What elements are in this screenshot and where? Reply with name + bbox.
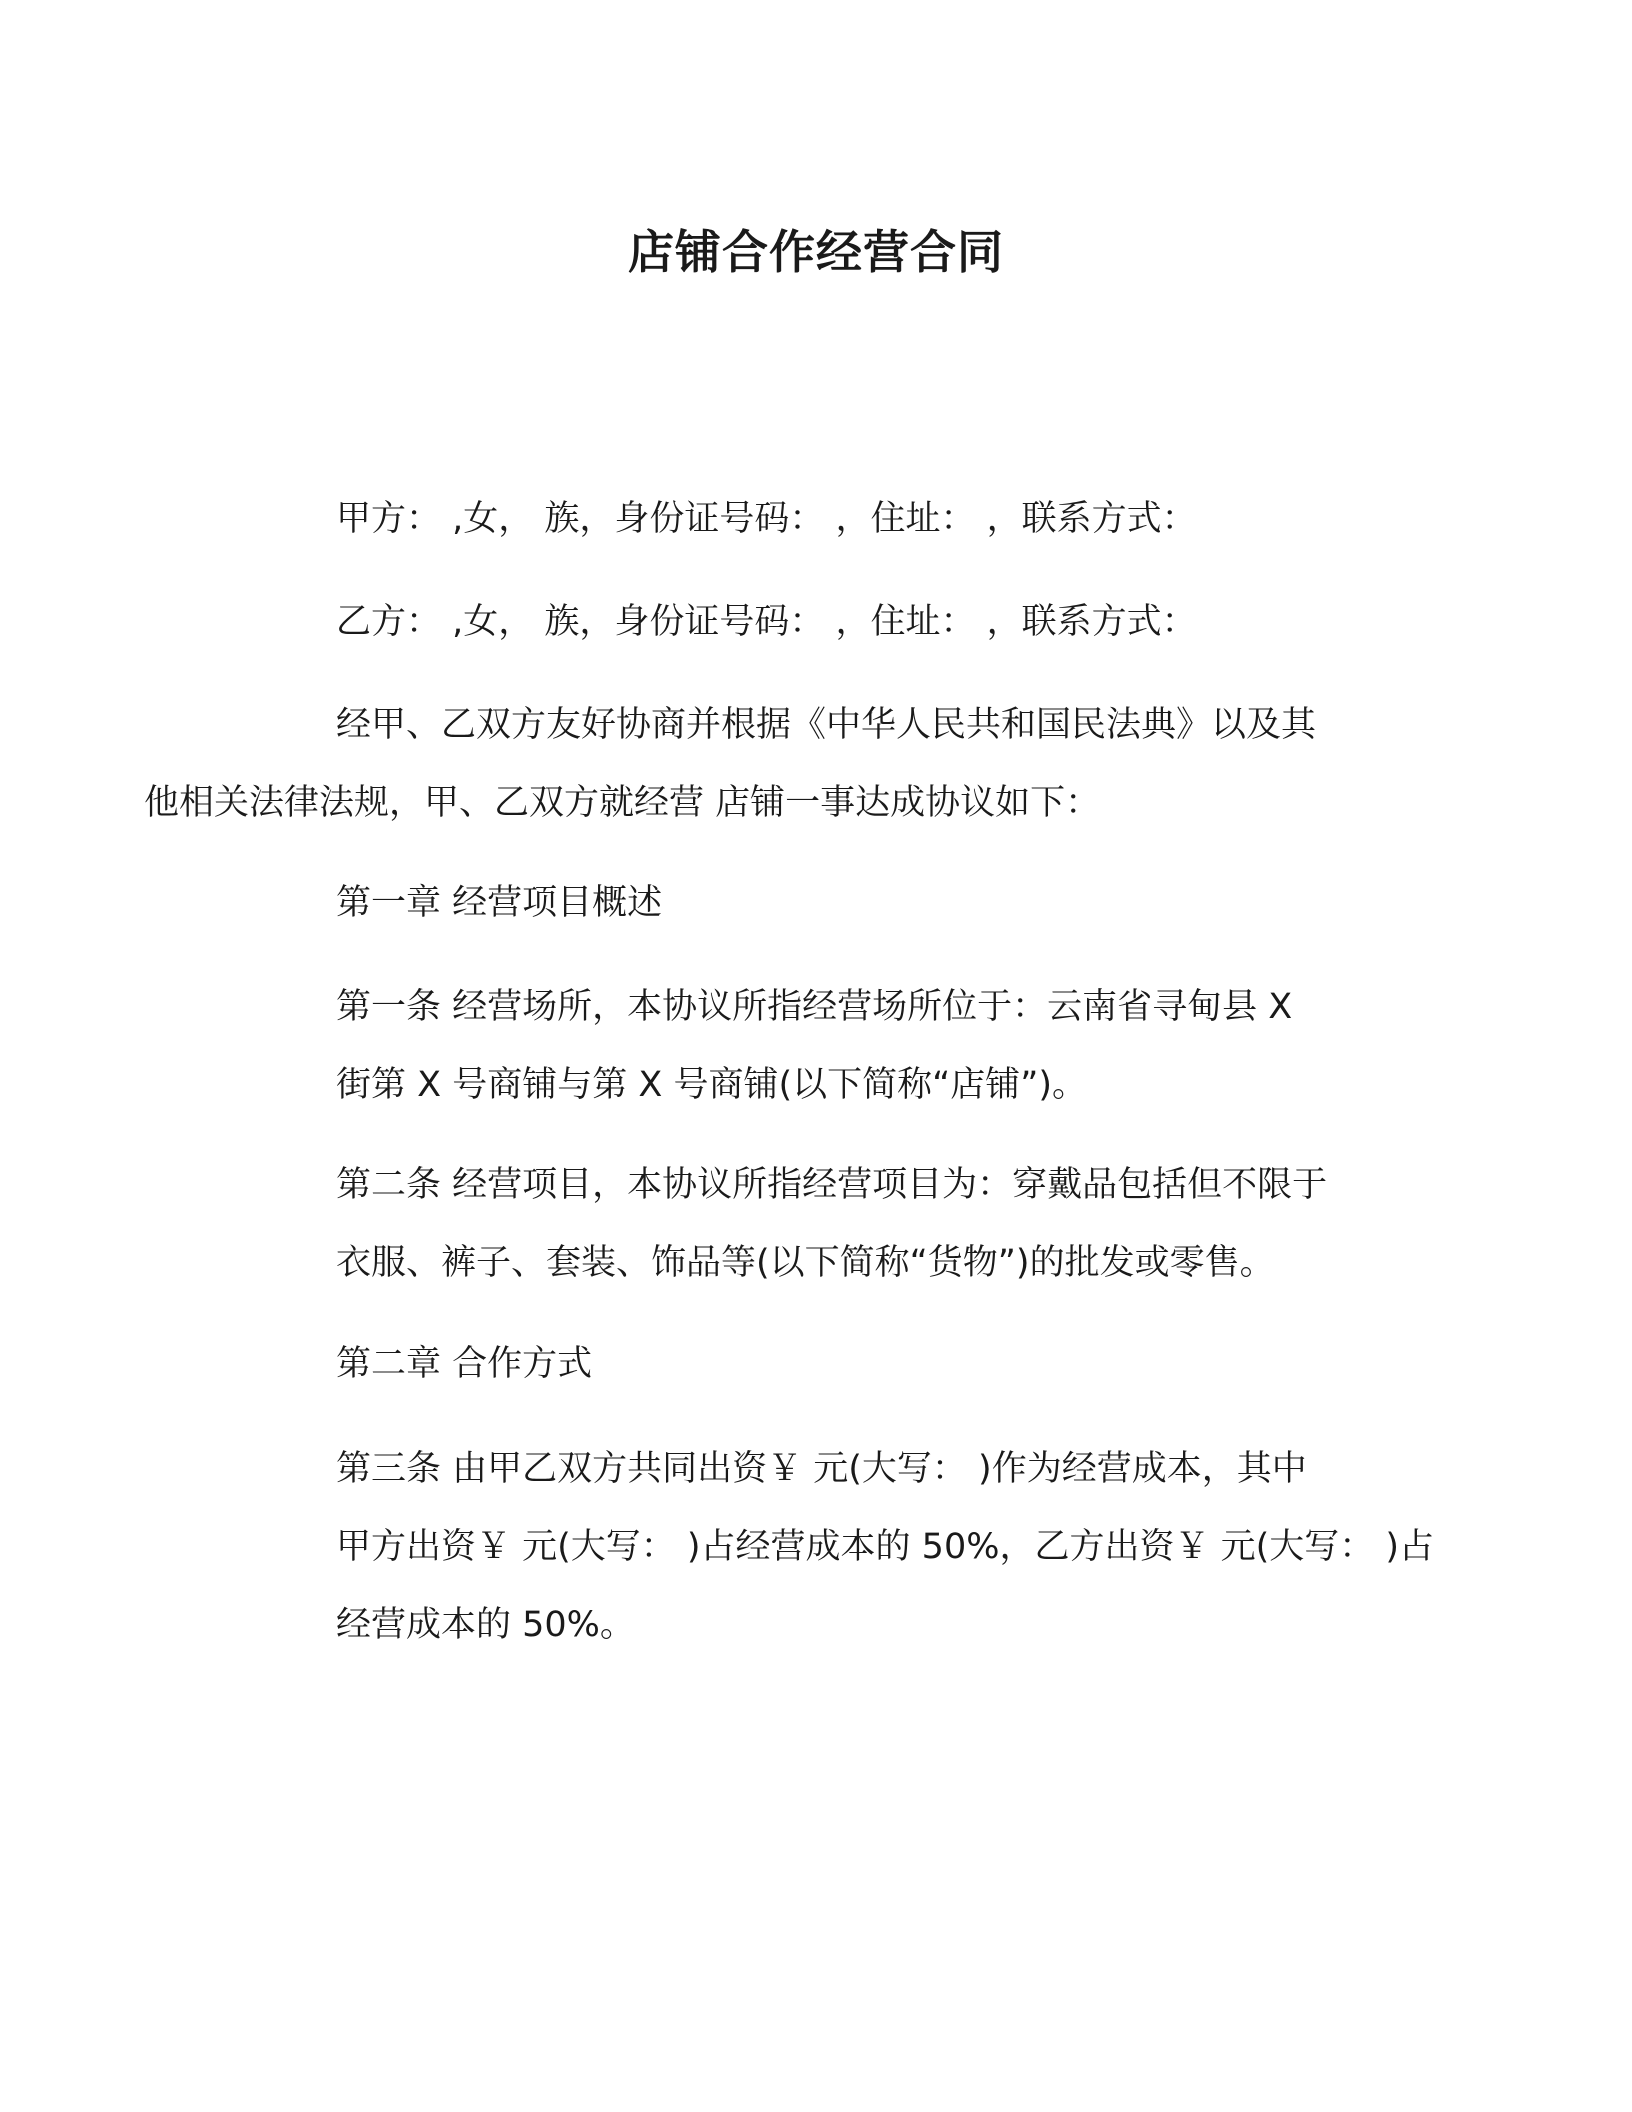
article-2-line-1: 第二条 经营项目，本协议所指经营项目为：穿戴品包括但不限于	[336, 1165, 1328, 1205]
article-3-line-2-text: 甲方出资￥ 元(大写： )占经营成本的 50%，乙方出资￥ 元(大写： )占	[336, 1527, 1435, 1567]
article-1-line-2	[240, 1046, 1390, 1124]
article-3-paragraph	[240, 1430, 1435, 1664]
intro-line-1: 经甲、乙双方友好协商并根据《中华人民共和国民法典》以及其	[336, 705, 1317, 745]
party-b-line: 乙方： ,女， 族，身份证号码： ，住址： ，联系方式：	[336, 602, 1197, 642]
chapter-2-heading: 第二章 合作方式	[336, 1344, 593, 1384]
intro-line-2-text: 他相关法律法规，甲、乙双方就经营 店铺一事达成协议如下：	[144, 783, 1101, 823]
article-3-line-3	[240, 1586, 1390, 1664]
article-3-line-3-text: 经营成本的 50%。	[336, 1605, 635, 1645]
intro-paragraph	[144, 686, 1390, 842]
article-2-line-2-text: 衣服、裤子、套装、饰品等(以下简称“货物”)的批发或零售。	[336, 1243, 1275, 1283]
article-2-line-2	[240, 1224, 1390, 1302]
chapter-1-heading: 第一章 经营项目概述	[336, 883, 663, 923]
intro-line-2	[144, 764, 1390, 842]
article-1-line-2-text: 街第 X 号商铺与第 X 号商铺(以下简称“店铺”)。	[336, 1065, 1088, 1105]
article-2-paragraph	[240, 1146, 1390, 1302]
document-title: 店铺合作经营合同	[628, 225, 1004, 279]
party-a-line: 甲方： ,女， 族，身份证号码： ，住址： ，联系方式：	[336, 499, 1197, 539]
article-1-line-1: 第一条 经营场所，本协议所指经营场所位于：云南省寻甸县 X	[336, 987, 1293, 1027]
article-1-paragraph	[240, 968, 1390, 1124]
article-3-line-1: 第三条 由甲乙双方共同出资￥ 元(大写： )作为经营成本，其中	[336, 1449, 1307, 1489]
article-3-line-2	[240, 1508, 1435, 1586]
